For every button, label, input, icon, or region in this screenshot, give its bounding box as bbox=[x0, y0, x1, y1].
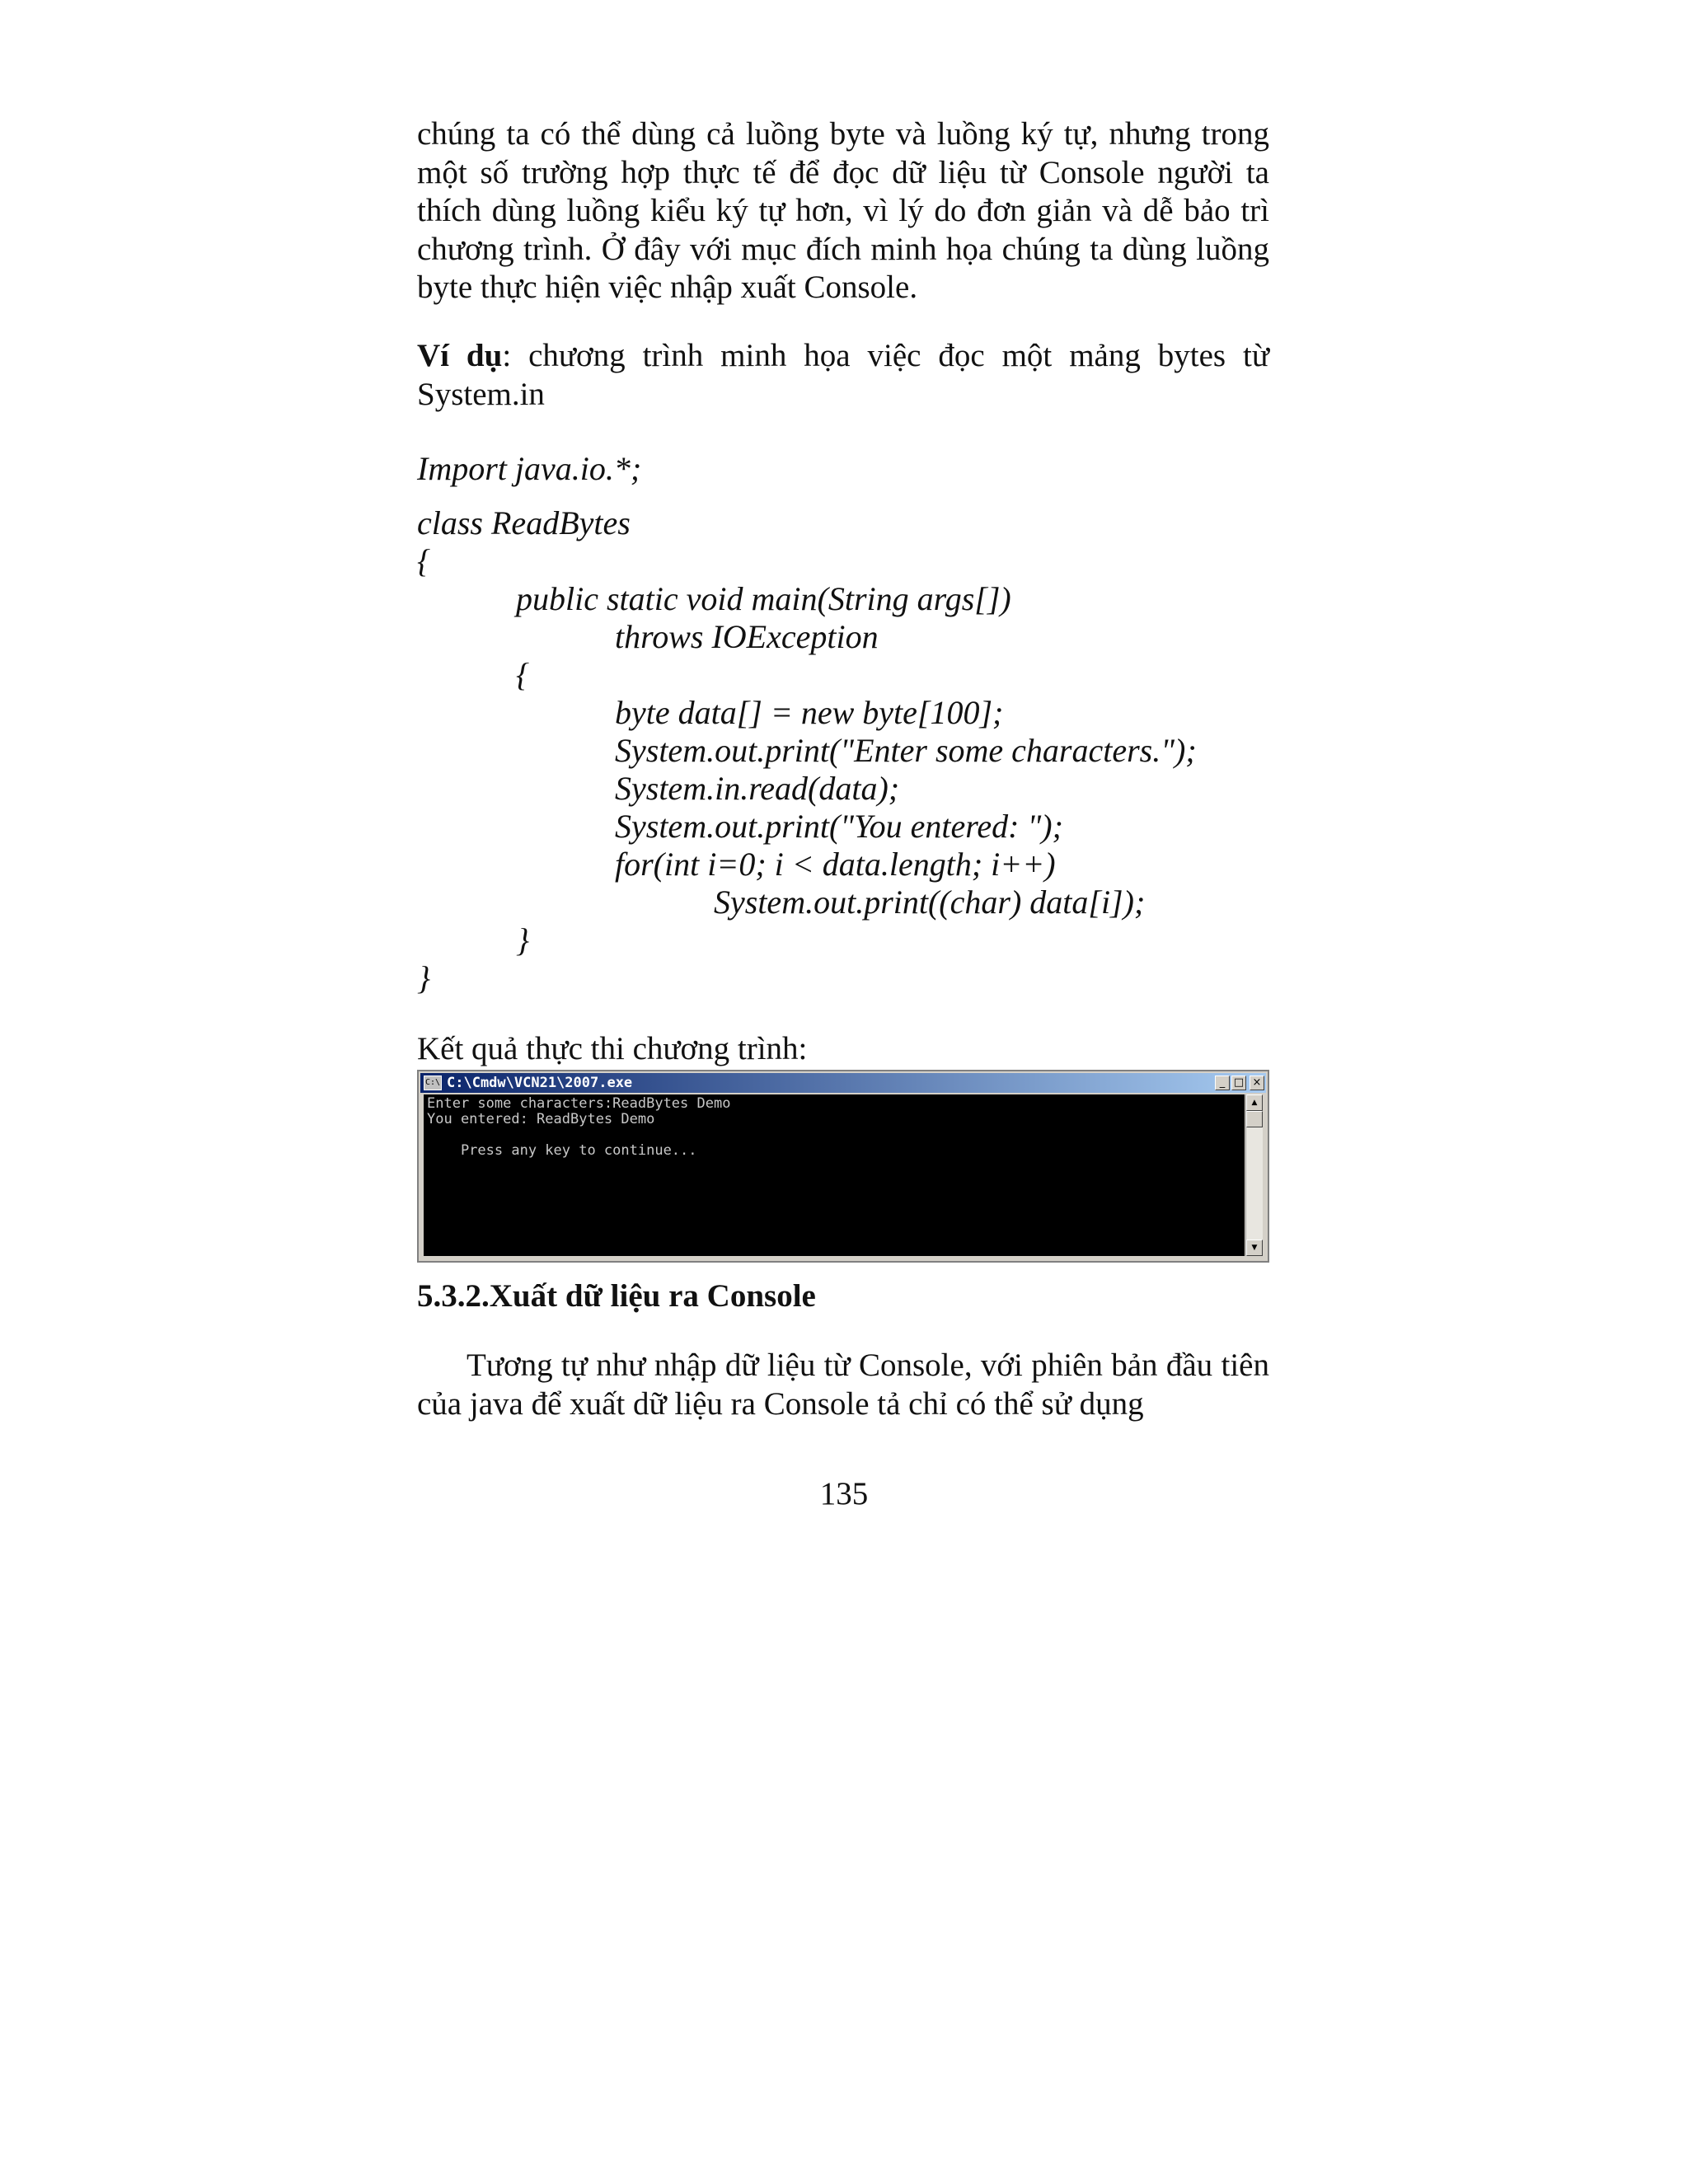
section-heading: 5.3.2.Xuất dữ liệu ra Console bbox=[417, 1278, 816, 1314]
console-prompt: Press any key to continue... bbox=[427, 1142, 697, 1159]
scroll-thumb bbox=[1246, 1111, 1263, 1127]
output-paragraph: Tương tự như nhập dữ liệu từ Console, với phiên bản đầu tiên của java để xuất dữ liệu ra Console tả chỉ có thể sử dụng bbox=[417, 1347, 1269, 1422]
code-line-class: class ReadBytes bbox=[417, 504, 631, 541]
code-line-close-brace: } bbox=[417, 959, 430, 996]
scroll-up-icon: ▲ bbox=[1246, 1094, 1263, 1111]
maximize-icon: □ bbox=[1231, 1076, 1246, 1090]
page-number: 135 bbox=[819, 1476, 869, 1511]
minimize-icon: _ bbox=[1215, 1076, 1230, 1090]
code-line-print-entered: System.out.print("You entered: "); bbox=[615, 808, 1063, 845]
code-line-byte-array: byte data[] = new byte[100]; bbox=[615, 694, 1004, 731]
example-paragraph bbox=[417, 337, 1269, 414]
console-line: You entered: ReadBytes Demo bbox=[427, 1111, 655, 1127]
code-line-throws: throws IOException bbox=[615, 618, 879, 655]
code-line-for: for(int i=0; i < data.length; i++) bbox=[615, 846, 1056, 883]
code-line-method-open-brace: { bbox=[516, 656, 529, 693]
code-line-print-char: System.out.print((char) data[i]); bbox=[714, 883, 1146, 921]
scroll-down-icon: ▼ bbox=[1246, 1240, 1263, 1256]
code-line-import: Import java.io.*; bbox=[417, 450, 642, 487]
console-titlebar bbox=[420, 1073, 1266, 1093]
console-output bbox=[424, 1094, 1245, 1256]
console-line: Enter some characters:ReadBytes Demo bbox=[427, 1095, 731, 1112]
close-icon: × bbox=[1250, 1076, 1264, 1090]
code-line-method-close-brace: } bbox=[516, 921, 529, 958]
example-label: Ví dụ bbox=[417, 338, 503, 373]
console-app-icon: C:\ bbox=[424, 1076, 442, 1090]
code-line-read: System.in.read(data); bbox=[615, 770, 900, 807]
example-text: : chương trình minh họa việc đọc một mảng bytes từ System.in bbox=[417, 338, 1269, 412]
code-line-print-enter: System.out.print("Enter some characters."); bbox=[615, 732, 1197, 769]
console-scrollbar bbox=[1245, 1094, 1263, 1256]
console-window-screenshot bbox=[417, 1070, 1269, 1263]
console-title: C:\Cmdw\VCN21\2007.exe bbox=[447, 1075, 633, 1091]
code-line-open-brace: { bbox=[417, 542, 430, 579]
code-line-main: public static void main(String args[]) bbox=[516, 580, 1011, 617]
result-label: Kết quả thực thi chương trình: bbox=[417, 1031, 808, 1066]
intro-paragraph: chúng ta có thể dùng cả luồng byte và luồng ký tự, nhưng trong một số trường hợp thực tế để đọc dữ liệu từ Console người ta thích dùng luồng kiểu ký tự hơn, vì lý do đơn giản và dễ bảo trì chương trình. Ở đây với mục đích minh họa chúng ta dùng luồng byte thực hiện việc nhập xuất Console. bbox=[417, 116, 1269, 305]
